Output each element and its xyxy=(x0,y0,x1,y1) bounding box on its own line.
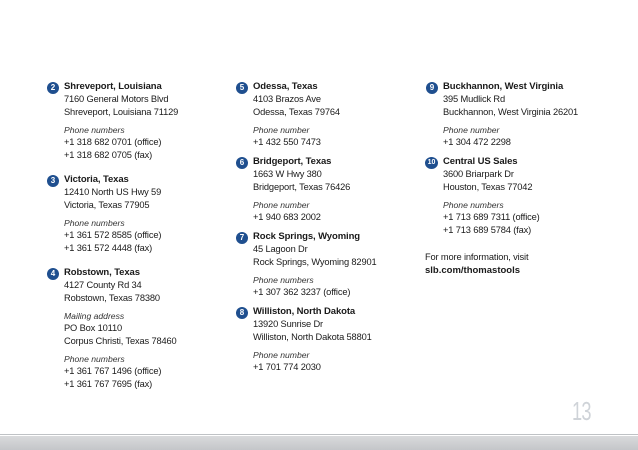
column-3 xyxy=(427,81,623,237)
contact-line: Corpus Christi, Texas 78460 xyxy=(64,336,177,346)
address-line: Bridgeport, Texas 76426 xyxy=(253,182,351,192)
section-label: Phone numbers xyxy=(443,200,504,210)
location-name: Rock Springs, Wyoming xyxy=(253,231,360,242)
section-label: Phone number xyxy=(253,125,310,135)
location-entry xyxy=(239,81,433,149)
contact-line: +1 713 689 7311 (office) xyxy=(443,212,540,222)
location-entry xyxy=(239,306,433,374)
contact-line: +1 361 767 7695 (fax) xyxy=(64,379,153,389)
page-number: 13 xyxy=(572,396,591,426)
more-info-link[interactable]: slb.com/thomastools xyxy=(425,265,521,276)
location-entry xyxy=(50,174,244,255)
location-number-badge: 4 xyxy=(47,268,59,280)
column-1 xyxy=(50,81,244,391)
more-info-text: For more information, visit xyxy=(425,252,529,262)
location-entry xyxy=(239,156,433,224)
contact-line: +1 361 572 4448 (fax) xyxy=(64,243,153,253)
contact-line: +1 318 682 0705 (fax) xyxy=(64,150,153,160)
location-name: Odessa, Texas xyxy=(253,81,318,92)
contact-line: +1 361 767 1496 (office) xyxy=(64,366,162,376)
address-line: Houston, Texas 77042 xyxy=(443,182,533,192)
address-line: 4103 Brazos Ave xyxy=(253,94,321,104)
section-label: Mailing address xyxy=(64,311,125,321)
location-entry xyxy=(50,267,244,391)
section-label: Phone number xyxy=(443,125,500,135)
location-name: Bridgeport, Texas xyxy=(253,156,332,167)
location-entry xyxy=(239,231,433,299)
location-entry xyxy=(427,156,623,237)
footer-divider xyxy=(0,434,638,435)
section-label: Phone numbers xyxy=(253,275,314,285)
address-line: 1663 W Hwy 380 xyxy=(253,169,322,179)
more-info xyxy=(425,251,528,277)
address-line: 7160 General Motors Blvd xyxy=(64,94,169,104)
address-line: Shreveport, Louisiana 71129 xyxy=(64,107,179,117)
location-name: Central US Sales xyxy=(443,156,518,167)
location-number-badge: 8 xyxy=(236,307,248,319)
contact-line: +1 318 682 0701 (office) xyxy=(64,137,162,147)
address-line: 13920 Sunrise Dr xyxy=(253,319,323,329)
contact-line: +1 940 683 2002 xyxy=(253,212,321,222)
location-name: Shreveport, Louisiana xyxy=(64,81,162,92)
section-label: Phone numbers xyxy=(64,125,125,135)
location-number-badge: 7 xyxy=(236,232,248,244)
contact-line: +1 701 774 2030 xyxy=(253,362,321,372)
section-label: Phone numbers xyxy=(64,218,125,228)
section-label: Phone numbers xyxy=(64,354,125,364)
contact-line: +1 361 572 8585 (office) xyxy=(64,230,162,240)
section-label: Phone number xyxy=(253,200,310,210)
address-line: 395 Mudlick Rd xyxy=(443,94,505,104)
location-entry xyxy=(50,81,244,162)
address-line: Rock Springs, Wyoming 82901 xyxy=(253,257,377,267)
location-name: Buckhannon, West Virginia xyxy=(443,81,564,92)
location-number-badge: 3 xyxy=(47,175,59,187)
contact-line: +1 713 689 5784 (fax) xyxy=(443,225,532,235)
location-number-badge: 2 xyxy=(47,82,59,94)
address-line: Victoria, Texas 77905 xyxy=(64,200,150,210)
footer-band xyxy=(0,436,638,450)
location-number-badge: 9 xyxy=(426,82,438,94)
address-line: Odessa, Texas 79764 xyxy=(253,107,340,117)
section-label: Phone number xyxy=(253,350,310,360)
contact-line: +1 307 362 3237 (office) xyxy=(253,287,351,297)
column-2 xyxy=(239,81,433,374)
contact-line: +1 304 472 2298 xyxy=(443,137,511,147)
address-line: 12410 North US Hwy 59 xyxy=(64,187,162,197)
location-name: Victoria, Texas xyxy=(64,174,129,185)
address-line: 4127 County Rd 34 xyxy=(64,280,142,290)
address-line: Williston, North Dakota 58801 xyxy=(253,332,372,342)
location-number-badge: 10 xyxy=(425,157,438,169)
location-number-badge: 5 xyxy=(236,82,248,94)
contact-line: PO Box 10110 xyxy=(64,323,122,333)
contact-line: +1 432 550 7473 xyxy=(253,137,321,147)
address-line: Buckhannon, West Virginia 26201 xyxy=(443,107,579,117)
address-line: 3600 Briarpark Dr xyxy=(443,169,514,179)
address-line: 45 Lagoon Dr xyxy=(253,244,308,254)
address-line: Robstown, Texas 78380 xyxy=(64,293,160,303)
location-number-badge: 6 xyxy=(236,157,248,169)
location-name: Williston, North Dakota xyxy=(253,306,356,317)
location-name: Robstown, Texas xyxy=(64,267,140,278)
location-entry xyxy=(429,81,623,149)
